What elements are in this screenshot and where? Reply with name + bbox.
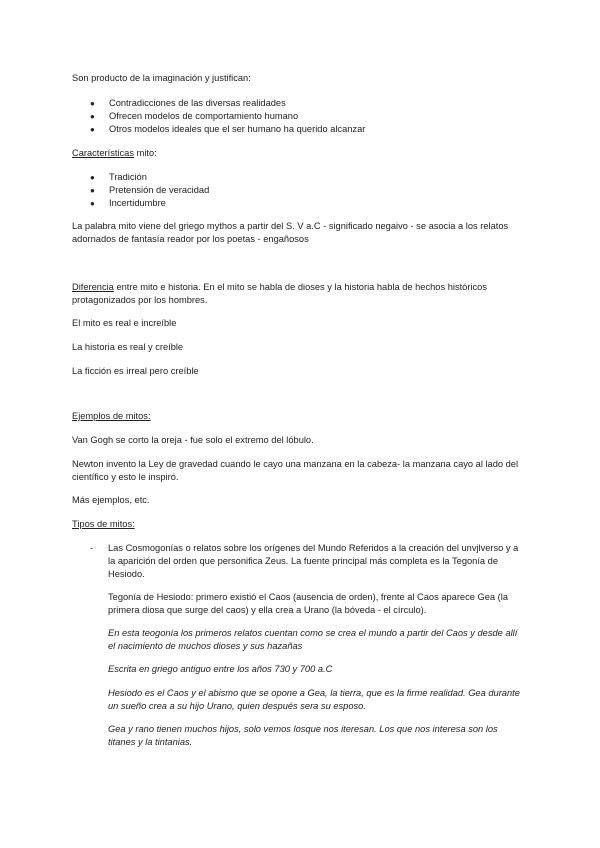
- cosmogonias-paragraph: Las Cosmogonías o relatos sobre los orígenes del Mundo Referidos a la creación del unvjlverso y a la aparición del orden que personifica Zeus. La fuente principal más completa es la Tegonía de Hesiodo.: [108, 543, 519, 579]
- italic-paragraph-4: Gea y rano tienen muchos hijos, solo vemos losque nos iteresan. Los que nos interesa son los titanes y la tintanias.: [108, 724, 498, 747]
- tipos-heading: Tipos de mitos:: [72, 519, 135, 529]
- bullet-icon: ●: [90, 173, 95, 182]
- bullet-icon: ●: [90, 186, 95, 195]
- document-page: Son producto de la imaginación y justifican: ● Contradicciones de las diversas realidades ● Ofrecen modelos de comportamiento humano ● Otros modelos ideales que el ser humano ha querido alcanzar Características mito: ● Tradición ● Pretensión de veracidad ● Incertidumbre La palabra mito viene del griego mythos a partir del S. V a.C - significado negaivo - se asocia a los relatos adornados de fantasía reador por los poetas - engañosos Diferencia entre mito e historia. En el mito se habla de dioses y la historia habla de hechos históricos protagonizados por los hombres. El mito es real e increíble La historia es real y creíble La ficción es irreal pero creíble Ejemplos de mitos: Van Gogh se corto la oreja - fue solo el extremo del lóbulo. Newton invento la Ley de gravedad cuando le cayo una manzana en la cabeza- la manzana cayo al lado del científico y esto le inspiró. Más ejemplos, etc. Tipos de mitos: - Las Cosmogonías o relatos sobre los orígenes del Mundo Referidos a la creación del unvjlverso y a la aparición del orden que personifica Zeus. La fuente principal más completa es la Tegonía de Hesiodo. Tegonía de Hesiodo: primero existió el Caos (ausencia de orden), frente al Caos aparece Gea (la primera diosa que surge del caos) y ella crea a Urano (la bóveda - el círculo). En esta teogonía los primeros relatos cuentan como se crea el mundo a partir del Caos y desde allí el nacimiento de muchos dioses y sus hazañas Escrita en griego antiguo entre los años 730 y 700 a.C Hesiodo es el Caos y el abismo que se opone a Gea, la tierra, que es la firme realidad. Gea durante un sueño crea a su hijo Urano, quien después sera su esposo. Gea y rano tienen muchos hijos, solo vemos losque nos iteresan. Los que nos interesa son los titanes y la tintanias.: [0, 0, 600, 848]
- italic-paragraph-2: Escrita en griego antiguo entre los años 730 y 700 a.C: [108, 664, 333, 674]
- ejemplo-vangogh: Van Gogh se corto la oreja - fue solo el extremo del lóbulo.: [72, 435, 314, 445]
- italic-paragraph-1: En esta teogonía los primeros relatos cuentan como se crea el mundo a partir del Caos y desde allí el nacimiento de muchos dioses y sus hazañas: [108, 628, 518, 651]
- bullet-icon: ●: [90, 99, 95, 108]
- mas-ejemplos: Más ejemplos, etc.: [72, 495, 150, 505]
- bullet-icon: ●: [90, 112, 95, 121]
- mito-origin-paragraph: La palabra mito viene del griego mythos a partir del S. V a.C - significado negaivo - se asocia a los relatos adornados de fantasía reador por los poetas - engañosos: [72, 221, 509, 244]
- bullet-icon: ●: [90, 199, 95, 208]
- bullet-icon: ●: [90, 125, 95, 134]
- ficcion-line: La ficción es irreal pero creíble: [72, 366, 199, 376]
- ejemplos-heading: Ejemplos de mitos:: [72, 411, 151, 421]
- diferencia-paragraph: Diferencia entre mito e historia. En el mito se habla de dioses y la historia habla de hechos históricos protagonizados por los hombres.: [72, 282, 487, 305]
- intro-paragraph: Son producto de la imaginación y justifican:: [72, 73, 251, 83]
- caracteristicas-heading: Características mito:: [72, 148, 157, 158]
- mito-real-line: El mito es real e increíble: [72, 318, 177, 328]
- dash-bullet: -: [90, 543, 94, 553]
- italic-paragraph-3: Hesiodo es el Caos y el abismo que se opone a Gea, la tierra, que es la firme realidad. Gea durante un sueño crea a su hijo Urano, quien después sera su esposo.: [108, 688, 520, 711]
- ejemplo-newton: Newton invento la Ley de gravedad cuando le cayo una manzana en la cabeza- la manzana cayo al lado del científico y esto le inspiró.: [72, 459, 519, 482]
- teogonia-paragraph: Tegonía de Hesiodo: primero existió el Caos (ausencia de orden), frente al Caos aparece Gea (la primera diosa que surge del caos) y ella crea a Urano (la bóveda - el círculo).: [108, 592, 508, 615]
- historia-real-line: La historia es real y creíble: [72, 342, 184, 352]
